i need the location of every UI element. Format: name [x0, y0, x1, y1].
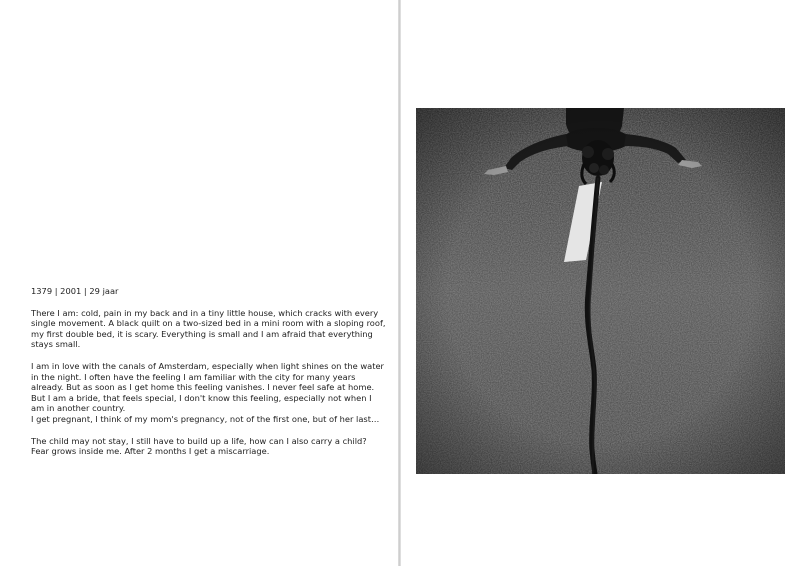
text-block — [31, 286, 386, 468]
paragraph-2: I am in love with the canals of Amsterdam, especially when light shines on the water in the night. I often have the feeling I am familiar with the city for many years already. But as soon as I get home this feeling vanishes. I never feel safe at home. But I am a bride, that feels special, I don't know this feeling, especially not when I am in another country. — [31, 360, 384, 414]
paragraph-1: There I am: cold, pain in my back and in a tiny little house, which cracks with every single movement. A black quilt on a two-sized bed in a mini room with a sloping roof, my first double bed, it is scary. Everything is small and I am afraid that everything stays small. — [31, 307, 386, 350]
photo-figure-lying-on-road-icon — [416, 108, 785, 474]
paragraph-3: I get pregnant, I think of my mom's pregnancy, not of the first one, but of her last… — [31, 413, 380, 424]
right-page — [401, 0, 800, 566]
paragraph-4: The child may not stay, I still have to build up a life, how can I also carry a child? Fear grows inside me. After 2 months I get a miscarriage. — [31, 435, 367, 457]
left-page — [0, 0, 398, 566]
entry-heading: 1379 | 2001 | 29 jaar — [31, 286, 119, 296]
